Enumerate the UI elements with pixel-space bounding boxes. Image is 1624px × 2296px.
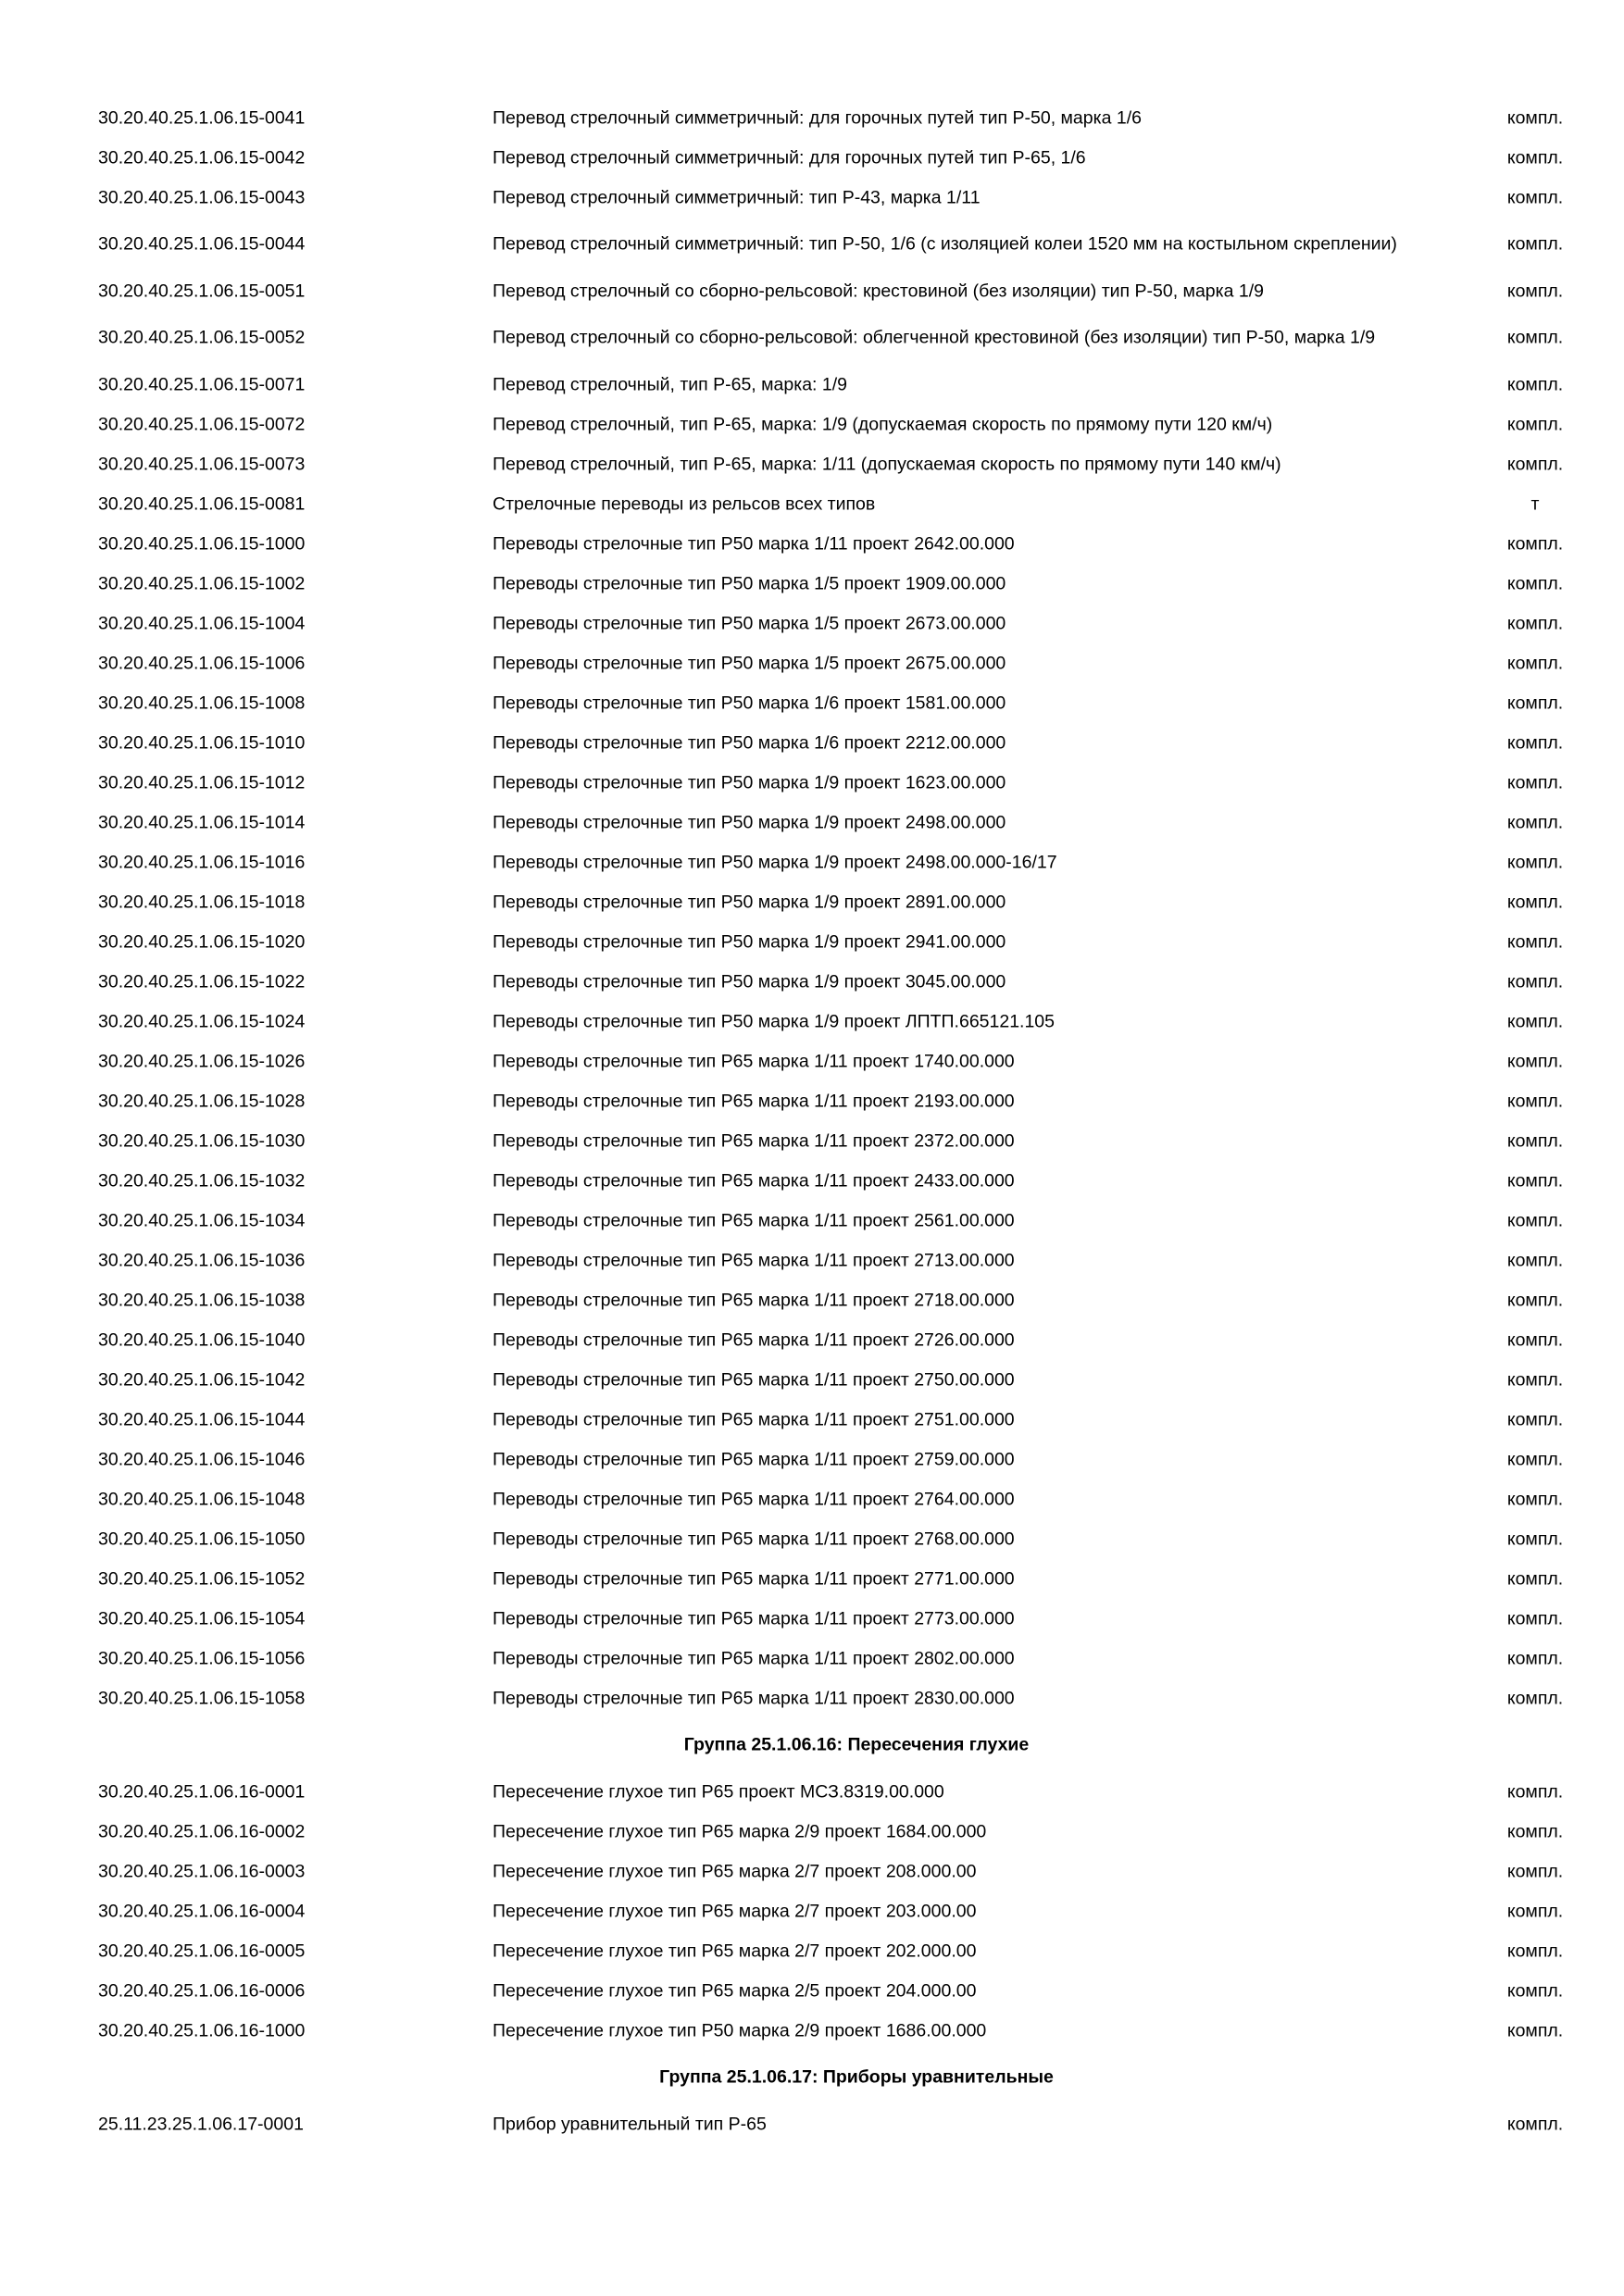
code-cell: 30.20.40.25.1.06.16-0004	[98, 1901, 306, 1921]
name-cell: Перевод стрелочный симметричный: тип Р-50, 1/6 (с изоляцией колеи 1520 мм на костыльном скреплении)	[493, 233, 1397, 255]
group-header	[0, 1718, 1624, 1772]
group-title: Группа 25.1.06.17: Приборы уравнительные	[659, 2066, 1054, 2088]
code-cell: 30.20.40.25.1.06.15-1018	[98, 892, 306, 912]
unit-cell: компл.	[1506, 533, 1564, 554]
code-cell: 30.20.40.25.1.06.15-1056	[98, 1648, 306, 1668]
table-row	[0, 1599, 1624, 1639]
name-cell: Перевод стрелочный, тип Р-65, марка: 1/11 (допускаемая скорость по прямому пути 140 км/ч)	[493, 454, 1281, 474]
name-cell: Пересечение глухое тип Р65 марка 2/7 проект 208.000.00	[493, 1861, 977, 1881]
name-cell: Перевод стрелочный, тип Р-65, марка: 1/9 (допускаемая скорость по прямому пути 120 км/ч)	[493, 414, 1273, 434]
unit-cell: компл.	[1506, 1449, 1564, 1469]
unit-cell: компл.	[1506, 1011, 1564, 1031]
name-cell: Переводы стрелочные тип Р50 марка 1/5 проект 1909.00.000	[493, 573, 1006, 593]
code-cell: 30.20.40.25.1.06.15-1020	[98, 931, 306, 952]
table-row	[0, 1201, 1624, 1241]
code-cell: 30.20.40.25.1.06.15-1016	[98, 852, 306, 872]
unit-cell: компл.	[1506, 1781, 1564, 1802]
code-cell: 30.20.40.25.1.06.15-0052	[98, 327, 306, 348]
unit-cell: компл.	[1506, 281, 1564, 301]
table-row	[0, 271, 1624, 311]
table-row	[0, 1360, 1624, 1400]
table-row	[0, 178, 1624, 218]
table-row	[0, 922, 1624, 962]
table-row	[0, 138, 1624, 178]
name-cell: Переводы стрелочные тип Р65 марка 1/11 проект 2718.00.000	[493, 1290, 1015, 1310]
name-cell: Переводы стрелочные тип Р65 марка 1/11 проект 2750.00.000	[493, 1369, 1015, 1390]
code-cell: 30.20.40.25.1.06.15-1042	[98, 1369, 306, 1390]
unit-cell: компл.	[1506, 454, 1564, 474]
table-row	[0, 1241, 1624, 1280]
unit-cell: компл.	[1506, 233, 1564, 255]
code-cell: 30.20.40.25.1.06.15-1058	[98, 1688, 306, 1708]
name-cell: Перевод стрелочный симметричный: для горочных путей тип Р-65, 1/6	[493, 147, 1086, 168]
name-cell: Перевод стрелочный симметричный: тип Р-43, марка 1/11	[493, 187, 981, 207]
table-row	[0, 1081, 1624, 1121]
name-cell: Перевод стрелочный, тип Р-65, марка: 1/9	[493, 374, 847, 394]
name-cell: Перевод стрелочный со сборно-рельсовой: крестовиной (без изоляции) тип Р-50, марка 1/9	[493, 281, 1264, 301]
code-cell: 30.20.40.25.1.06.15-0051	[98, 281, 306, 301]
group-header	[0, 2051, 1624, 2104]
table-row	[0, 1280, 1624, 1320]
table-row	[0, 1320, 1624, 1360]
table-row	[0, 1812, 1624, 1852]
code-cell: 30.20.40.25.1.06.15-1032	[98, 1170, 306, 1191]
unit-cell: компл.	[1506, 1051, 1564, 1071]
code-cell: 30.20.40.25.1.06.15-0071	[98, 374, 306, 394]
name-cell: Переводы стрелочные тип Р50 марка 1/5 проект 2675.00.000	[493, 653, 1006, 673]
table-row	[0, 1772, 1624, 1812]
unit-cell: компл.	[1506, 1980, 1564, 2001]
unit-cell: т	[1530, 493, 1540, 514]
name-cell: Пересечение глухое тип Р65 проект МСЗ.8319.00.000	[493, 1781, 944, 1802]
table-row	[0, 683, 1624, 723]
code-cell: 30.20.40.25.1.06.16-0005	[98, 1940, 306, 1961]
unit-cell: компл.	[1506, 732, 1564, 753]
code-cell: 30.20.40.25.1.06.15-0081	[98, 493, 306, 514]
code-cell: 25.11.23.25.1.06.17-0001	[98, 2114, 304, 2134]
code-cell: 30.20.40.25.1.06.15-1036	[98, 1250, 306, 1270]
table-row	[0, 1440, 1624, 1479]
name-cell: Переводы стрелочные тип Р50 марка 1/9 проект 2891.00.000	[493, 892, 1006, 912]
unit-cell: компл.	[1506, 147, 1564, 168]
table-row	[0, 1161, 1624, 1201]
unit-cell: компл.	[1506, 2020, 1564, 2040]
name-cell: Перевод стрелочный со сборно-рельсовой: облегченной крестовиной (без изоляции) тип Р-50, марка 1/9	[493, 327, 1376, 348]
unit-cell: компл.	[1506, 772, 1564, 792]
unit-cell: компл.	[1506, 852, 1564, 872]
unit-cell: компл.	[1506, 1821, 1564, 1841]
code-cell: 30.20.40.25.1.06.15-1038	[98, 1290, 306, 1310]
code-cell: 30.20.40.25.1.06.15-0043	[98, 187, 306, 207]
unit-cell: компл.	[1506, 107, 1564, 128]
unit-cell: компл.	[1506, 1489, 1564, 1509]
table-row	[0, 1042, 1624, 1081]
code-cell: 30.20.40.25.1.06.15-0041	[98, 107, 306, 128]
name-cell: Пересечение глухое тип Р50 марка 2/9 проект 1686.00.000	[493, 2020, 987, 2040]
code-cell: 30.20.40.25.1.06.15-0044	[98, 233, 306, 255]
table-row	[0, 405, 1624, 444]
table-row	[0, 1678, 1624, 1718]
name-cell: Переводы стрелочные тип Р50 марка 1/5 проект 2673.00.000	[493, 613, 1006, 633]
code-cell: 30.20.40.25.1.06.15-1054	[98, 1608, 306, 1628]
unit-cell: компл.	[1506, 613, 1564, 633]
unit-cell: компл.	[1506, 892, 1564, 912]
code-cell: 30.20.40.25.1.06.16-0003	[98, 1861, 306, 1881]
code-cell: 30.20.40.25.1.06.15-1008	[98, 693, 306, 713]
table-row	[0, 564, 1624, 604]
unit-cell: компл.	[1506, 1940, 1564, 1961]
unit-cell: компл.	[1506, 1290, 1564, 1310]
code-cell: 30.20.40.25.1.06.15-1002	[98, 573, 306, 593]
name-cell: Переводы стрелочные тип Р65 марка 1/11 проект 2830.00.000	[493, 1688, 1015, 1708]
table-row	[0, 1519, 1624, 1559]
unit-cell: компл.	[1506, 2114, 1564, 2134]
unit-cell: компл.	[1506, 1648, 1564, 1668]
name-cell: Переводы стрелочные тип Р65 марка 1/11 проект 2713.00.000	[493, 1250, 1015, 1270]
table-row	[0, 604, 1624, 643]
name-cell: Переводы стрелочные тип Р50 марка 1/9 проект 2498.00.000-16/17	[493, 852, 1057, 872]
name-cell: Переводы стрелочные тип Р50 марка 1/9 проект 2941.00.000	[493, 931, 1006, 952]
group-title: Группа 25.1.06.16: Пересечения глухие	[683, 1734, 1030, 1755]
unit-cell: компл.	[1506, 187, 1564, 207]
unit-cell: компл.	[1506, 812, 1564, 832]
table-row	[0, 2011, 1624, 2051]
table-row	[0, 1002, 1624, 1042]
name-cell: Переводы стрелочные тип Р50 марка 1/11 проект 2642.00.000	[493, 533, 1015, 554]
code-cell: 30.20.40.25.1.06.15-0072	[98, 414, 306, 434]
unit-cell: компл.	[1506, 931, 1564, 952]
unit-cell: компл.	[1506, 1369, 1564, 1390]
code-cell: 30.20.40.25.1.06.15-1028	[98, 1091, 306, 1111]
table-row	[0, 98, 1624, 138]
table-row	[0, 444, 1624, 484]
table-row	[0, 1639, 1624, 1678]
table-row	[0, 218, 1624, 271]
unit-cell: компл.	[1506, 414, 1564, 434]
code-cell: 30.20.40.25.1.06.15-0042	[98, 147, 306, 168]
code-cell: 30.20.40.25.1.06.15-1012	[98, 772, 306, 792]
code-cell: 30.20.40.25.1.06.15-1024	[98, 1011, 306, 1031]
unit-cell: компл.	[1506, 693, 1564, 713]
unit-cell: компл.	[1506, 1250, 1564, 1270]
name-cell: Переводы стрелочные тип Р65 марка 1/11 проект 2773.00.000	[493, 1608, 1015, 1628]
name-cell: Пересечение глухое тип Р65 марка 2/7 проект 203.000.00	[493, 1901, 977, 1921]
name-cell: Пересечение глухое тип Р65 марка 2/7 проект 202.000.00	[493, 1940, 977, 1961]
name-cell: Переводы стрелочные тип Р50 марка 1/9 проект 2498.00.000	[493, 812, 1006, 832]
code-cell: 30.20.40.25.1.06.15-1004	[98, 613, 306, 633]
table-row	[0, 842, 1624, 882]
name-cell: Переводы стрелочные тип Р50 марка 1/9 проект ЛПТП.665121.105	[493, 1011, 1055, 1031]
code-cell: 30.20.40.25.1.06.15-1000	[98, 533, 306, 554]
code-cell: 30.20.40.25.1.06.15-1006	[98, 653, 306, 673]
code-cell: 30.20.40.25.1.06.15-1048	[98, 1489, 306, 1509]
name-cell: Переводы стрелочные тип Р65 марка 1/11 проект 2433.00.000	[493, 1170, 1015, 1191]
unit-cell: компл.	[1506, 374, 1564, 394]
unit-cell: компл.	[1506, 327, 1564, 348]
name-cell: Переводы стрелочные тип Р65 марка 1/11 проект 2771.00.000	[493, 1568, 1015, 1589]
unit-cell: компл.	[1506, 1170, 1564, 1191]
code-cell: 30.20.40.25.1.06.15-0073	[98, 454, 306, 474]
name-cell: Переводы стрелочные тип Р65 марка 1/11 проект 2751.00.000	[493, 1409, 1015, 1429]
price-list-table	[0, 98, 1624, 2144]
code-cell: 30.20.40.25.1.06.15-1046	[98, 1449, 306, 1469]
table-row	[0, 365, 1624, 405]
code-cell: 30.20.40.25.1.06.15-1052	[98, 1568, 306, 1589]
name-cell: Перевод стрелочный симметричный: для горочных путей тип Р-50, марка 1/6	[493, 107, 1142, 128]
name-cell: Переводы стрелочные тип Р65 марка 1/11 проект 2768.00.000	[493, 1529, 1015, 1549]
code-cell: 30.20.40.25.1.06.16-1000	[98, 2020, 306, 2040]
unit-cell: компл.	[1506, 1409, 1564, 1429]
name-cell: Стрелочные переводы из рельсов всех типов	[493, 493, 876, 514]
name-cell: Переводы стрелочные тип Р65 марка 1/11 проект 2726.00.000	[493, 1329, 1015, 1350]
name-cell: Переводы стрелочные тип Р50 марка 1/6 проект 2212.00.000	[493, 732, 1006, 753]
table-row	[0, 763, 1624, 803]
unit-cell: компл.	[1506, 1901, 1564, 1921]
name-cell: Пересечение глухое тип Р65 марка 2/5 проект 204.000.00	[493, 1980, 977, 2001]
name-cell: Пересечение глухое тип Р65 марка 2/9 проект 1684.00.000	[493, 1821, 987, 1841]
code-cell: 30.20.40.25.1.06.15-1022	[98, 971, 306, 992]
table-row	[0, 484, 1624, 524]
unit-cell: компл.	[1506, 1688, 1564, 1708]
unit-cell: компл.	[1506, 1329, 1564, 1350]
code-cell: 30.20.40.25.1.06.16-0002	[98, 1821, 306, 1841]
name-cell: Переводы стрелочные тип Р50 марка 1/9 проект 1623.00.000	[493, 772, 1006, 792]
unit-cell: компл.	[1506, 1529, 1564, 1549]
unit-cell: компл.	[1506, 1568, 1564, 1589]
table-row	[0, 2104, 1624, 2144]
table-row	[0, 1400, 1624, 1440]
code-cell: 30.20.40.25.1.06.15-1034	[98, 1210, 306, 1230]
table-row	[0, 723, 1624, 763]
table-row	[0, 524, 1624, 564]
unit-cell: компл.	[1506, 573, 1564, 593]
table-row	[0, 1931, 1624, 1971]
code-cell: 30.20.40.25.1.06.15-1010	[98, 732, 306, 753]
name-cell: Переводы стрелочные тип Р65 марка 1/11 проект 2764.00.000	[493, 1489, 1015, 1509]
table-row	[0, 1891, 1624, 1931]
unit-cell: компл.	[1506, 1091, 1564, 1111]
name-cell: Переводы стрелочные тип Р65 марка 1/11 проект 2193.00.000	[493, 1091, 1015, 1111]
code-cell: 30.20.40.25.1.06.15-1040	[98, 1329, 306, 1350]
unit-cell: компл.	[1506, 653, 1564, 673]
unit-cell: компл.	[1506, 971, 1564, 992]
code-cell: 30.20.40.25.1.06.15-1044	[98, 1409, 306, 1429]
name-cell: Переводы стрелочные тип Р65 марка 1/11 проект 2561.00.000	[493, 1210, 1015, 1230]
table-row	[0, 311, 1624, 365]
table-row	[0, 882, 1624, 922]
code-cell: 30.20.40.25.1.06.15-1014	[98, 812, 306, 832]
name-cell: Переводы стрелочные тип Р65 марка 1/11 проект 2759.00.000	[493, 1449, 1015, 1469]
code-cell: 30.20.40.25.1.06.15-1026	[98, 1051, 306, 1071]
unit-cell: компл.	[1506, 1608, 1564, 1628]
name-cell: Переводы стрелочные тип Р65 марка 1/11 проект 1740.00.000	[493, 1051, 1015, 1071]
name-cell: Переводы стрелочные тип Р65 марка 1/11 проект 2372.00.000	[493, 1130, 1015, 1151]
table-row	[0, 643, 1624, 683]
name-cell: Переводы стрелочные тип Р50 марка 1/9 проект 3045.00.000	[493, 971, 1006, 992]
name-cell: Переводы стрелочные тип Р65 марка 1/11 проект 2802.00.000	[493, 1648, 1015, 1668]
table-row	[0, 1559, 1624, 1599]
table-row	[0, 1852, 1624, 1891]
table-row	[0, 803, 1624, 842]
code-cell: 30.20.40.25.1.06.16-0006	[98, 1980, 306, 2001]
code-cell: 30.20.40.25.1.06.15-1050	[98, 1529, 306, 1549]
table-row	[0, 1121, 1624, 1161]
unit-cell: компл.	[1506, 1210, 1564, 1230]
name-cell: Переводы стрелочные тип Р50 марка 1/6 проект 1581.00.000	[493, 693, 1006, 713]
code-cell: 30.20.40.25.1.06.16-0001	[98, 1781, 306, 1802]
table-row	[0, 1479, 1624, 1519]
unit-cell: компл.	[1506, 1130, 1564, 1151]
code-cell: 30.20.40.25.1.06.15-1030	[98, 1130, 306, 1151]
unit-cell: компл.	[1506, 1861, 1564, 1881]
table-row	[0, 962, 1624, 1002]
name-cell: Прибор уравнительный тип Р-65	[493, 2114, 767, 2134]
table-row	[0, 1971, 1624, 2011]
